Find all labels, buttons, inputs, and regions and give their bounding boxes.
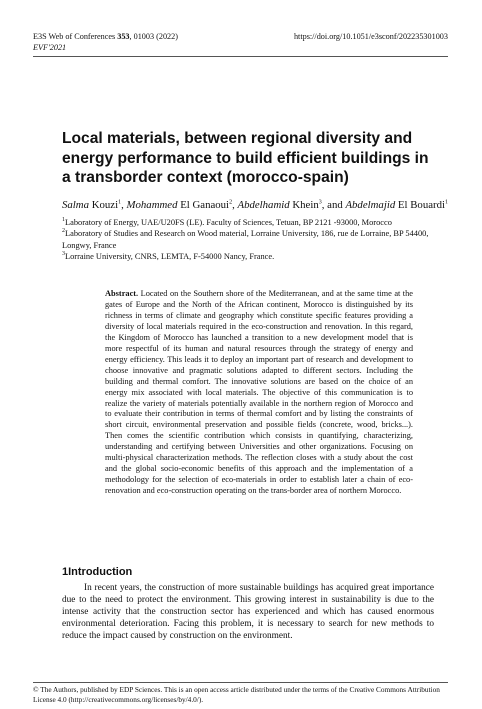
author-list: Salma Kouzi$^1$, Mohammed El Ganaoui$^2$, Abdelhamid Khein$^3$, and Abdelmajid El Bouardi$^1$ <box>62 199 449 211</box>
intro-paragraph: In recent years, the construction of more sustainable buildings has acquired great importance due to the need to protect the environment. This growing interest in sustainability is due to the intense activity that the construction sector has experienced and which has caused enormous environmental deterioration. Facing this problem, it is necessary to search for new methods to reduce the impact caused by construction on the environment. <box>62 583 434 641</box>
header-divider <box>33 56 448 57</box>
affiliation-list <box>62 217 434 263</box>
author: Abdelmajid El Bouardi$^1$ <box>345 199 449 211</box>
volume-number: 353 <box>117 32 130 41</box>
running-header-left <box>33 31 178 53</box>
affiliation-marker: 1 <box>445 199 449 206</box>
affiliation-marker: 1 <box>118 199 122 206</box>
affiliation-marker: 3 <box>318 199 322 206</box>
conference-name: EVF'2021 <box>33 43 67 52</box>
author: Mohammed El Ganaoui$^2$ <box>126 199 233 211</box>
license-footer: © The Authors, published by EDP Sciences. This is an open access article distributed under the terms of the Creative Commons Attribution License 4.0 (http://creativecommons.org/licenses/by/4.0/). <box>33 685 440 704</box>
abstract-text: Located on the Southern shore of the Mediterranean, and at the same time at the gates of Europe and the North of the African continent, Morocco is distinguished by its richness in terms of climate and geography which constitute specific features providing a diversity of local materials required in the eco-construction and renovation. In this regard, the Kingdom of Morocco has launched a transition to a new development model that is more respectful of its human and natural resources through the strategy of energy and energy efficiency. This leads it to deploy an important part of research and development to choose innovative and pragmatic solutions adapted to different sectors. Including the building and thermal comfort. The innovative solutions are based on the choice of an energy mix associated with local materials. The objective of this communication is to realize the variety of materials potentially available in the northern region of Morocco and to evaluate their contribution in terms of thermal comfort and by listing the constraints of short circuit, environmental preservation and possible fields (concrete, wood, bricks...). Then comes the scientific contribution which consists in quantifying, characterizing, understanding and certifying between Universities and other organizations. Focusing on multi-physical characterization methods. The reflection closes with a study about the cost and the global socio-economic benefits of this approach and the implementation of a methodology for the selection of eco-materials in order to establish later a chain of eco-renovation and eco-construction operating on the trans-border area of northern Morocco. <box>105 289 413 496</box>
abstract <box>105 289 413 497</box>
journal-citation: E3S Web of Conferences 353, 01003 (2022) <box>33 32 178 41</box>
paper-title: Local materials, between regional diversity and energy performance to build efficient buildings in a transborder context (morocco-spain) <box>62 130 429 186</box>
author: Abdelhamid Khein$^3$ <box>237 199 322 211</box>
affiliation-item: $^1$Laboratory of Energy, UAE/U20FS (LE). Faculty of Sciences, Tetuan, BP 2121 -93000, Morocco <box>62 217 392 227</box>
author: Salma Kouzi$^1$ <box>62 199 122 211</box>
affiliation-item: $^2$Laboratory of Studies and Research on Wood material, Lorraine University, 186, rue de Lorraine, BP 54400, Longwy, France <box>62 228 429 250</box>
section-heading: 1Introduction <box>62 566 133 578</box>
doi-link[interactable]: https://doi.org/10.1051/e3sconf/202235301003 <box>293 32 448 41</box>
affiliation-item: $^3$Lorraine University, CNRS, LEMTA, F-54000 Nancy, France. <box>62 251 275 262</box>
footer-divider <box>33 682 448 683</box>
affiliation-marker: 2 <box>229 199 233 206</box>
abstract-label: Abstract. <box>105 289 139 298</box>
